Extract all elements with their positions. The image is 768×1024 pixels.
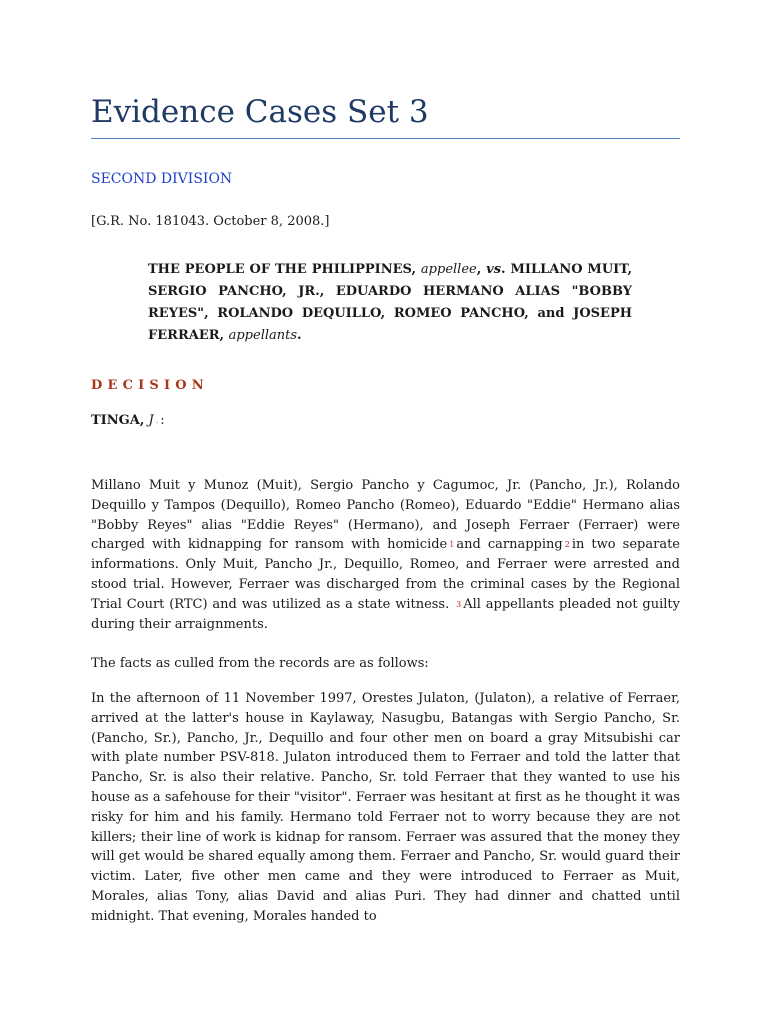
parties-period: . [297,328,302,343]
title-underline [91,138,680,139]
parties-vs: vs [486,262,502,277]
parties-accused: . MILLANO MUIT, SERGIO PANCHO, JR., EDUARDO HERMANO ALIAS "BOBBY REYES", ROLANDO DEQUILLO, ROMEO PANCHO, and JOSEPH FERRAER, [148,262,633,343]
footnote-link-2[interactable]: 2 [564,540,570,550]
ponente-title: J [148,413,154,428]
paragraph-3: In the afternoon of 11 November 1997, Orestes Julaton, (Julaton), a relative of Ferraer, arrived at the latter's house in Kaylaway, Nasugbu, Batangas with Sergio Pancho, Sr. (Pancho, Sr.), Pancho, Jr., Dequillo and four other men on board a gray Mitsubishi car with plate number PSV-818. Julaton introduced them to Ferraer and told the latter that Pancho, Sr. is also their relative. Pancho, Sr. told Ferraer that they wanted to use his house as a safehouse for their "visitor". Ferraer was hesitant at first as he thought it was risky for him and his family. Hermano told Ferraer not to worry because they are not killers; their line of work is kidnap for ransom. Ferraer was assured that the money they will get would be shared equally among them. Ferraer and Pancho, Sr. would guard their victim. Later, five other men came and they were introduced to Ferraer as Muit, Morales, alias Tony, alias David and alias Puri. They had dinner and chatted until midnight. That evening, Morales handed to [91,691,680,924]
ponente-line: TINGA, J . : [91,413,165,428]
paragraph-1-c: in two separate informations. Only Muit, Pancho Jr., Dequillo, Romeo, and Ferraer were arrested and stood trial. However, Ferraer was discharged from the criminal cases by the Regional Trial Court (RTC) and was utilized as a state witness. [91,537,680,612]
parties-appellants: appellants [228,328,298,343]
document-title: Evidence Cases Set 3 [91,94,429,130]
paragraph-1 [91,476,680,634]
parties-comma: , [476,262,482,277]
paragraph-1-b: and carnapping [456,537,563,553]
case-reference: [G.R. No. 181043. October 8, 2008.] [91,214,330,229]
paragraph-1-d: All appellants pleaded not guilty during their arraignments. [91,596,680,632]
ponente-suffix: . [155,416,159,425]
division-label: SECOND DIVISION [91,171,233,187]
paragraph-1-a: Millano Muit y Munoz (Muit), Sergio Pancho y Cagumoc, Jr. (Pancho, Jr.), Rolando Dequillo y Tampos (Dequillo), Romeo Pancho (Romeo), Eduardo "Eddie" Hermano alias "Bobby Reyes" alias "Eddie Reyes" (Hermano), and Joseph Ferraer (Ferraer) were charged with kidnapping for ransom with homicide [91,478,680,553]
paragraph-2: The facts as culled from the records are as follows: [91,656,429,671]
parties-appellee: appellee [420,262,477,277]
footnote-link-3[interactable]: 3 [456,599,462,609]
case-parties [148,259,632,347]
parties-people: THE PEOPLE OF THE PHILIPPINES, [148,262,416,277]
decision-heading: DECISION [91,378,209,393]
footnote-link-1[interactable]: 1 [449,540,455,550]
ponente-name: TINGA, [91,413,145,428]
